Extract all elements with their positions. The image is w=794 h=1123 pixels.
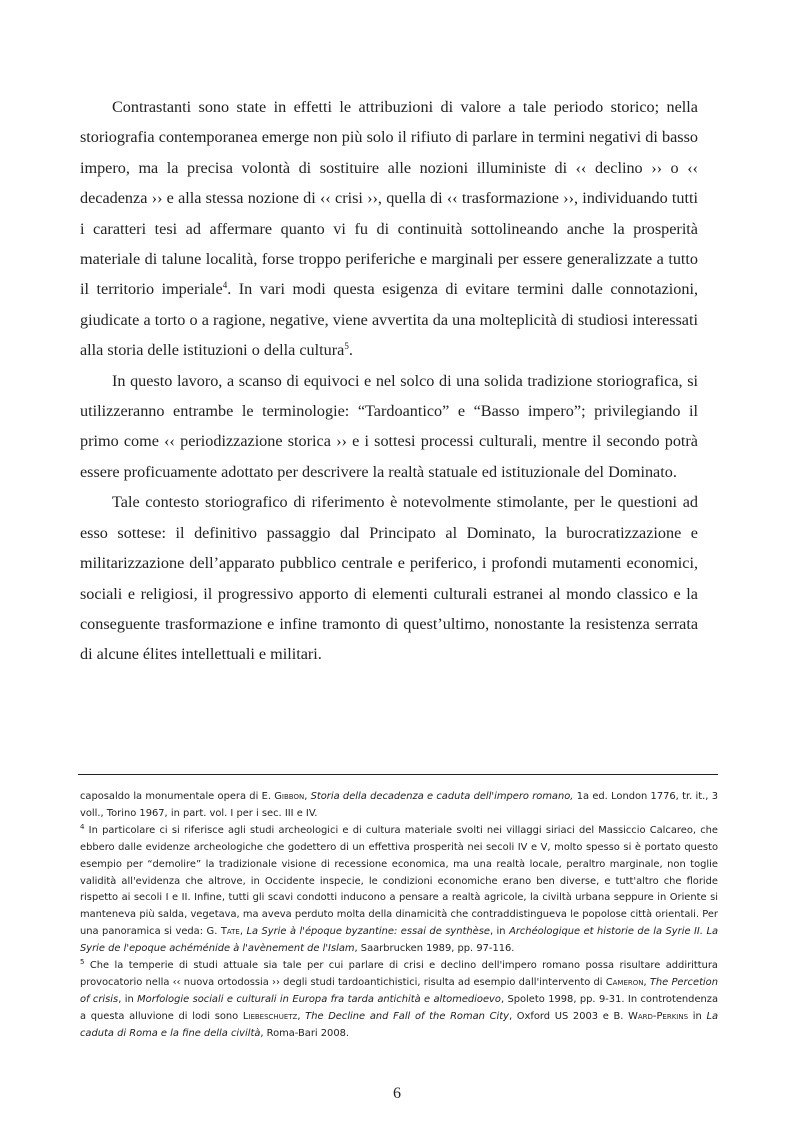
fn5-text-g: in xyxy=(688,1010,707,1022)
fn5-text-c: , in xyxy=(118,993,138,1005)
title-cameron: The Percetion of crisis xyxy=(80,976,718,1005)
paragraph-1 xyxy=(80,92,698,366)
author-gibbon: Gibbon xyxy=(274,791,305,802)
footnotes xyxy=(80,789,718,1043)
footnote-ref-5[interactable]: 5 xyxy=(344,341,349,352)
fn5-text-e: , xyxy=(297,1010,306,1022)
fn5-text-a: Che la temperie di studi attuale sia tale per cui parlare di crisi e declino dell'impero romano possa risultare addirittura provocatorio nella ‹‹ nuova ortodossia ›› degli studi tardoantichistici, risulta ad esempio dall'intervento di xyxy=(80,960,718,988)
fn4-text-d: , Saarbrucken 1989, pp. 97-116. xyxy=(354,943,515,955)
paragraph-1-text-c: . xyxy=(348,341,353,360)
fn4-text-a: In particolare ci si riferisce agli studi archeologici e di cultura materiale svolti nei villaggi siriaci del Massiccio Calcareo, che ebbero dalle evidenze archeologiche che godettero di un effettiva prosperità nei secoli IV e V, molto spesso si è portato questo esempio per “demolire” la tradizionale visione di recessione economica, ma una realtà locale, peraltro marginale, non toglie validità all'evidenza che altrove, in Occidente inspecie, le condizioni economiche erano ben diverse, e tutt'altro che floride rispetto ai secoli I e II. Infine, tutti gli scavi condotti inducono a pensare a realtà agricole, la civiltà urbana seppure in Oriente si manteneva più salda, vegetava, ma aveva perduto molta della dinamicità che contraddistingueva le popolose città orientali. Per una panoramica si veda: G. xyxy=(80,824,718,938)
footnote-number-4: 4 xyxy=(80,822,85,831)
title-liebeschuetz: The Decline and Fall of the Roman City xyxy=(305,1010,509,1022)
footnote-continued xyxy=(80,789,718,823)
fn-cont-text-b: , xyxy=(304,791,311,802)
paragraph-1-text-a: Contrastanti sono state in effetti le attribuzioni di valore a tale periodo storico; nella storiografia contemporanea emerge non più solo il rifiuto di parlare in termini negativi di basso impero, ma la precisa volontà di sostituire alle nozioni illuministe di ‹‹ declino ›› o ‹‹ decadenza ›› e alla stessa nozione di ‹‹ crisi ››, quella di ‹‹ trasformazione ››, individuando tutti i caratteri tesi ad affermare quanto vi fu di continuità sottolineando anche la prosperità materiale di talune località, forse troppo periferiche e marginali per essere generalizzate a tutto il territorio imperiale xyxy=(80,98,698,299)
paragraph-3: Tale contesto storiografico di riferimento è notevolmente stimolante, per le questioni ad esso sottese: il definitivo passaggio dal Principato al Dominato, la burocratizzazione e militarizzazione dell’apparato pubblico centrale e periferico, i profondi mutamenti economici, sociali e religiosi, il progressivo apporto di elementi culturali estranei al mondo classico e la conseguente trasformazione e infine tramonto di quest’ultimo, nonostante la resistenza serrata di alcune élites intellettuali e militari. xyxy=(80,493,698,664)
footnote-number-5: 5 xyxy=(80,958,85,967)
title-gibbon: Storia della decadenza e caduta dell'impero romano, xyxy=(310,791,574,802)
fn-cont-text-c: 1a ed. London 1776, tr. it., 3 voll., Torino 1967, in part. vol. I per i sec. III e IV. xyxy=(80,791,718,819)
paragraph-2: In questo lavoro, a scanso di equivoci e nel solco di una solida tradizione storiografica, si utilizzeranno entrambe le terminologie: “Tardoantico” e “Basso impero”; privilegiando il primo come ‹‹ periodizzazione storica ›› e i sottesi processi culturali, mentre il secondo potrà essere proficuamente adottato per descrivere la realtà statuale ed istituzionale del Dominato. xyxy=(80,371,698,481)
author-liebeschuetz: Liebeschuetz xyxy=(242,1010,298,1022)
fn5-text-b: , xyxy=(643,976,650,988)
author-ward-perkins: Ward-Perkins xyxy=(628,1010,689,1022)
fn-cont-text-a: caposaldo la monumentale opera di E. xyxy=(80,791,275,802)
fn5-text-h: , Roma-Bari 2008. xyxy=(260,1027,350,1039)
main-text xyxy=(80,92,698,670)
footnote-ref-4[interactable]: 4 xyxy=(222,280,228,291)
footnote-divider xyxy=(78,774,718,775)
title-tate: La Syrie à l'époque byzantine: essai de synthèse xyxy=(246,926,490,938)
page-number: 6 xyxy=(393,1085,401,1102)
author-cameron: Cameron xyxy=(605,976,644,988)
author-tate: Tate xyxy=(220,926,240,938)
fn4-text-b: , xyxy=(239,926,247,938)
footnote-5 xyxy=(80,958,718,1043)
fn5-text-d: , Spoleto 1998, pp. 9-31. In controtendenza a questa alluvione di lodi sono xyxy=(80,993,719,1022)
fn5-text-f: , Oxford US 2003 e B. xyxy=(508,1010,629,1022)
footnote-4 xyxy=(80,823,718,958)
title-archeologique: Archéologique et historie de la Syrie II. La Syrie de l'epoque achéménide à l'avènement de l'Islam xyxy=(80,926,719,955)
title-morfologie: Morfologie sociali e culturali in Europa fra tarda antichità e altomedioevo xyxy=(137,993,501,1005)
fn4-text-c: , in xyxy=(489,926,510,938)
title-ward-perkins: La caduta di Roma e la fine della civiltà xyxy=(80,1010,718,1039)
paragraph-1-text-b: . In vari modi questa esigenza di evitare termini dalle connotazioni, giudicate a torto o a ragione, negative, viene avvertita da una molteplicità di studiosi interessati alla storia delle istituzioni o della cultura xyxy=(80,280,698,360)
